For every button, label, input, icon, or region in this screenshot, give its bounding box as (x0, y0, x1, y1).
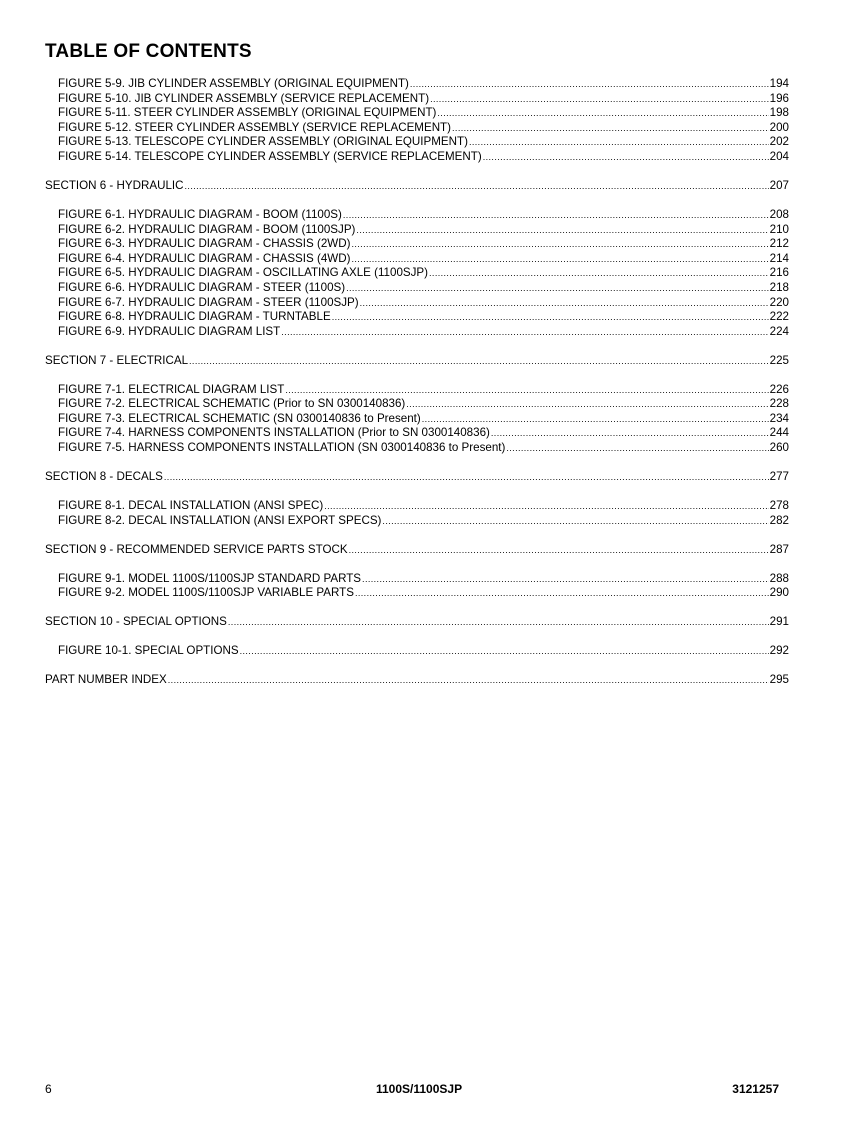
toc-entry-page: 208 (769, 207, 789, 221)
toc-entry-page: 224 (769, 324, 789, 338)
toc-section-entry[interactable] (45, 179, 789, 194)
toc-leader-dots (164, 470, 769, 485)
toc-leader-dots (240, 644, 769, 659)
toc-entry-label: FIGURE 7-1. ELECTRICAL DIAGRAM LIST (58, 382, 285, 396)
toc-entry-label: FIGURE 7-5. HARNESS COMPONENTS INSTALLATION (SN 0300140836 to Present) (58, 441, 506, 455)
toc-figure-entry[interactable] (45, 397, 789, 412)
toc-entry-page: 288 (769, 571, 789, 585)
toc-figure-entry[interactable] (45, 514, 789, 529)
toc-leader-dots (346, 281, 769, 296)
toc-entry-label: FIGURE 6-4. HYDRAULIC DIAGRAM - CHASSIS (4WD) (58, 251, 351, 265)
toc-leader-dots (349, 543, 769, 558)
toc-figure-entry[interactable] (45, 383, 789, 398)
toc-section-entry[interactable] (45, 673, 789, 688)
toc-leader-dots (382, 514, 768, 529)
toc-leader-dots (429, 266, 769, 281)
toc-figure-entry[interactable] (45, 586, 789, 601)
toc-leader-dots (452, 121, 769, 136)
toc-leader-dots (506, 441, 768, 456)
toc-leader-dots (343, 208, 769, 223)
toc-figure-entry[interactable] (45, 150, 789, 165)
table-of-contents (45, 77, 789, 702)
toc-figure-entry[interactable] (45, 92, 789, 107)
toc-figure-entry[interactable] (45, 426, 789, 441)
toc-entry-label: FIGURE 5-10. JIB CYLINDER ASSEMBLY (SERVICE REPLACEMENT) (58, 91, 430, 105)
toc-entry-page: 226 (769, 382, 789, 396)
toc-leader-dots (469, 135, 769, 150)
toc-leader-dots (228, 615, 769, 630)
toc-entry-label: FIGURE 6-5. HYDRAULIC DIAGRAM - OSCILLATING AXLE (1100SJP) (58, 266, 429, 280)
toc-entry-label: FIGURE 5-9. JIB CYLINDER ASSEMBLY (ORIGINAL EQUIPMENT) (58, 77, 409, 90)
toc-entry-page: 194 (769, 77, 789, 90)
toc-entry-page: 292 (769, 644, 789, 658)
toc-leader-dots (324, 499, 768, 514)
toc-leader-dots (430, 92, 769, 107)
toc-entry-label: FIGURE 7-2. ELECTRICAL SCHEMATIC (Prior to SN 0300140836) (58, 397, 406, 411)
toc-entry-page: 287 (769, 542, 789, 556)
toc-figure-entry[interactable] (45, 310, 789, 325)
toc-section-entry[interactable] (45, 615, 789, 630)
toc-entry-label: FIGURE 9-1. MODEL 1100S/1100SJP STANDARD PARTS (58, 571, 362, 585)
toc-entry-page: 220 (769, 295, 789, 309)
toc-entry-label: FIGURE 6-1. HYDRAULIC DIAGRAM - BOOM (1100S) (58, 207, 342, 221)
toc-entry-page: 234 (769, 411, 789, 425)
page-footer (45, 1082, 779, 1098)
toc-entry-label: FIGURE 8-2. DECAL INSTALLATION (ANSI EXPORT SPECS) (58, 513, 382, 527)
toc-entry-page: 244 (769, 426, 789, 440)
page-title: TABLE OF CONTENTS (45, 41, 252, 62)
toc-leader-dots (483, 150, 769, 165)
toc-entry-page: 212 (769, 237, 789, 251)
toc-entry-label: FIGURE 6-6. HYDRAULIC DIAGRAM - STEER (1100S) (58, 280, 346, 294)
toc-figure-entry[interactable] (45, 223, 789, 238)
toc-entry-page: 214 (769, 251, 789, 265)
footer-doc-number: 3121257 (732, 1082, 779, 1096)
toc-entry-page: 210 (769, 222, 789, 236)
toc-leader-dots (168, 673, 769, 688)
toc-entry-page: 282 (769, 513, 789, 527)
toc-figure-entry[interactable] (45, 252, 789, 267)
toc-leader-dots (189, 354, 769, 369)
toc-leader-dots (351, 237, 768, 252)
toc-entry-page: 216 (769, 266, 789, 280)
toc-entry-page: 196 (769, 91, 789, 105)
toc-entry-page: 278 (769, 499, 789, 512)
toc-figure-entry[interactable] (45, 208, 789, 223)
toc-leader-dots (362, 572, 769, 587)
toc-entry-label: FIGURE 5-13. TELESCOPE CYLINDER ASSEMBLY (ORIGINAL EQUIPMENT) (58, 135, 468, 149)
toc-entry-label: SECTION 6 - HYDRAULIC (45, 178, 184, 192)
toc-entry-label: FIGURE 6-9. HYDRAULIC DIAGRAM LIST (58, 324, 281, 338)
toc-entry-label: SECTION 9 - RECOMMENDED SERVICE PARTS STOCK (45, 542, 348, 556)
toc-leader-dots (332, 310, 769, 325)
toc-entry-page: 202 (769, 135, 789, 149)
toc-leader-dots (285, 383, 768, 398)
toc-figure-entry[interactable] (45, 281, 789, 296)
footer-page-number: 6 (45, 1082, 52, 1096)
toc-figure-entry[interactable] (45, 266, 789, 281)
toc-section-entry[interactable] (45, 543, 789, 558)
toc-leader-dots (491, 426, 769, 441)
toc-figure-entry[interactable] (45, 106, 789, 121)
toc-figure-entry[interactable] (45, 237, 789, 252)
toc-leader-dots (356, 223, 768, 238)
toc-leader-dots (281, 325, 768, 340)
toc-leader-dots (185, 179, 769, 194)
toc-figure-entry[interactable] (45, 296, 789, 311)
toc-entry-page: 207 (769, 178, 789, 192)
toc-figure-entry[interactable] (45, 499, 789, 514)
toc-leader-dots (360, 296, 769, 311)
toc-entry-label: FIGURE 5-14. TELESCOPE CYLINDER ASSEMBLY (SERVICE REPLACEMENT) (58, 149, 482, 163)
toc-figure-entry[interactable] (45, 325, 789, 340)
footer-model: 1100S/1100SJP (376, 1082, 463, 1096)
toc-entry-page: 204 (769, 149, 789, 163)
toc-leader-dots (410, 77, 769, 92)
toc-entry-label: FIGURE 6-3. HYDRAULIC DIAGRAM - CHASSIS (2WD) (58, 237, 351, 251)
toc-section-entry[interactable] (45, 470, 789, 485)
toc-entry-page: 295 (769, 673, 789, 687)
toc-entry-page: 200 (769, 120, 789, 134)
toc-figure-entry[interactable] (45, 572, 789, 587)
toc-entry-page: 222 (769, 310, 789, 324)
toc-figure-entry[interactable] (45, 644, 789, 659)
toc-entry-label: FIGURE 5-11. STEER CYLINDER ASSEMBLY (ORIGINAL EQUIPMENT) (58, 106, 437, 120)
toc-entry-page: 225 (769, 353, 789, 367)
toc-entry-label: FIGURE 9-2. MODEL 1100S/1100SJP VARIABLE PARTS (58, 586, 354, 600)
toc-entry-label: FIGURE 7-4. HARNESS COMPONENTS INSTALLATION (Prior to SN 0300140836) (58, 426, 490, 440)
toc-figure-entry[interactable] (45, 121, 789, 136)
toc-entry-label: SECTION 8 - DECALS (45, 470, 163, 484)
toc-entry-label: FIGURE 5-12. STEER CYLINDER ASSEMBLY (SERVICE REPLACEMENT) (58, 120, 452, 134)
toc-entry-label: FIGURE 7-3. ELECTRICAL SCHEMATIC (SN 0300140836 to Present) (58, 411, 421, 425)
toc-leader-dots (437, 106, 768, 121)
toc-figure-entry[interactable] (45, 135, 789, 150)
toc-entry-page: 198 (769, 106, 789, 120)
toc-entry-page: 260 (769, 441, 789, 455)
toc-section-entry[interactable] (45, 354, 789, 369)
toc-entry-label: SECTION 7 - ELECTRICAL (45, 353, 189, 367)
toc-leader-dots (406, 397, 768, 412)
toc-entry-label: SECTION 10 - SPECIAL OPTIONS (45, 615, 227, 629)
toc-entry-label: FIGURE 10-1. SPECIAL OPTIONS (58, 644, 239, 658)
toc-entry-label: FIGURE 6-2. HYDRAULIC DIAGRAM - BOOM (1100SJP) (58, 222, 356, 236)
toc-leader-dots (355, 586, 769, 601)
toc-entry-page: 228 (769, 397, 789, 411)
toc-entry-page: 291 (769, 615, 789, 629)
toc-entry-page: 277 (769, 470, 789, 484)
toc-entry-page: 290 (769, 586, 789, 600)
toc-leader-dots (422, 412, 769, 427)
toc-entry-page: 218 (769, 280, 789, 294)
toc-entry-label: FIGURE 8-1. DECAL INSTALLATION (ANSI SPEC) (58, 499, 324, 512)
toc-figure-entry[interactable] (45, 412, 789, 427)
toc-entry-label: PART NUMBER INDEX (45, 673, 167, 687)
toc-entry-label: FIGURE 6-8. HYDRAULIC DIAGRAM - TURNTABLE (58, 310, 331, 324)
toc-leader-dots (351, 252, 768, 267)
toc-figure-entry[interactable] (45, 77, 789, 92)
toc-entry-label: FIGURE 6-7. HYDRAULIC DIAGRAM - STEER (1100SJP) (58, 295, 359, 309)
toc-figure-entry[interactable] (45, 441, 789, 456)
